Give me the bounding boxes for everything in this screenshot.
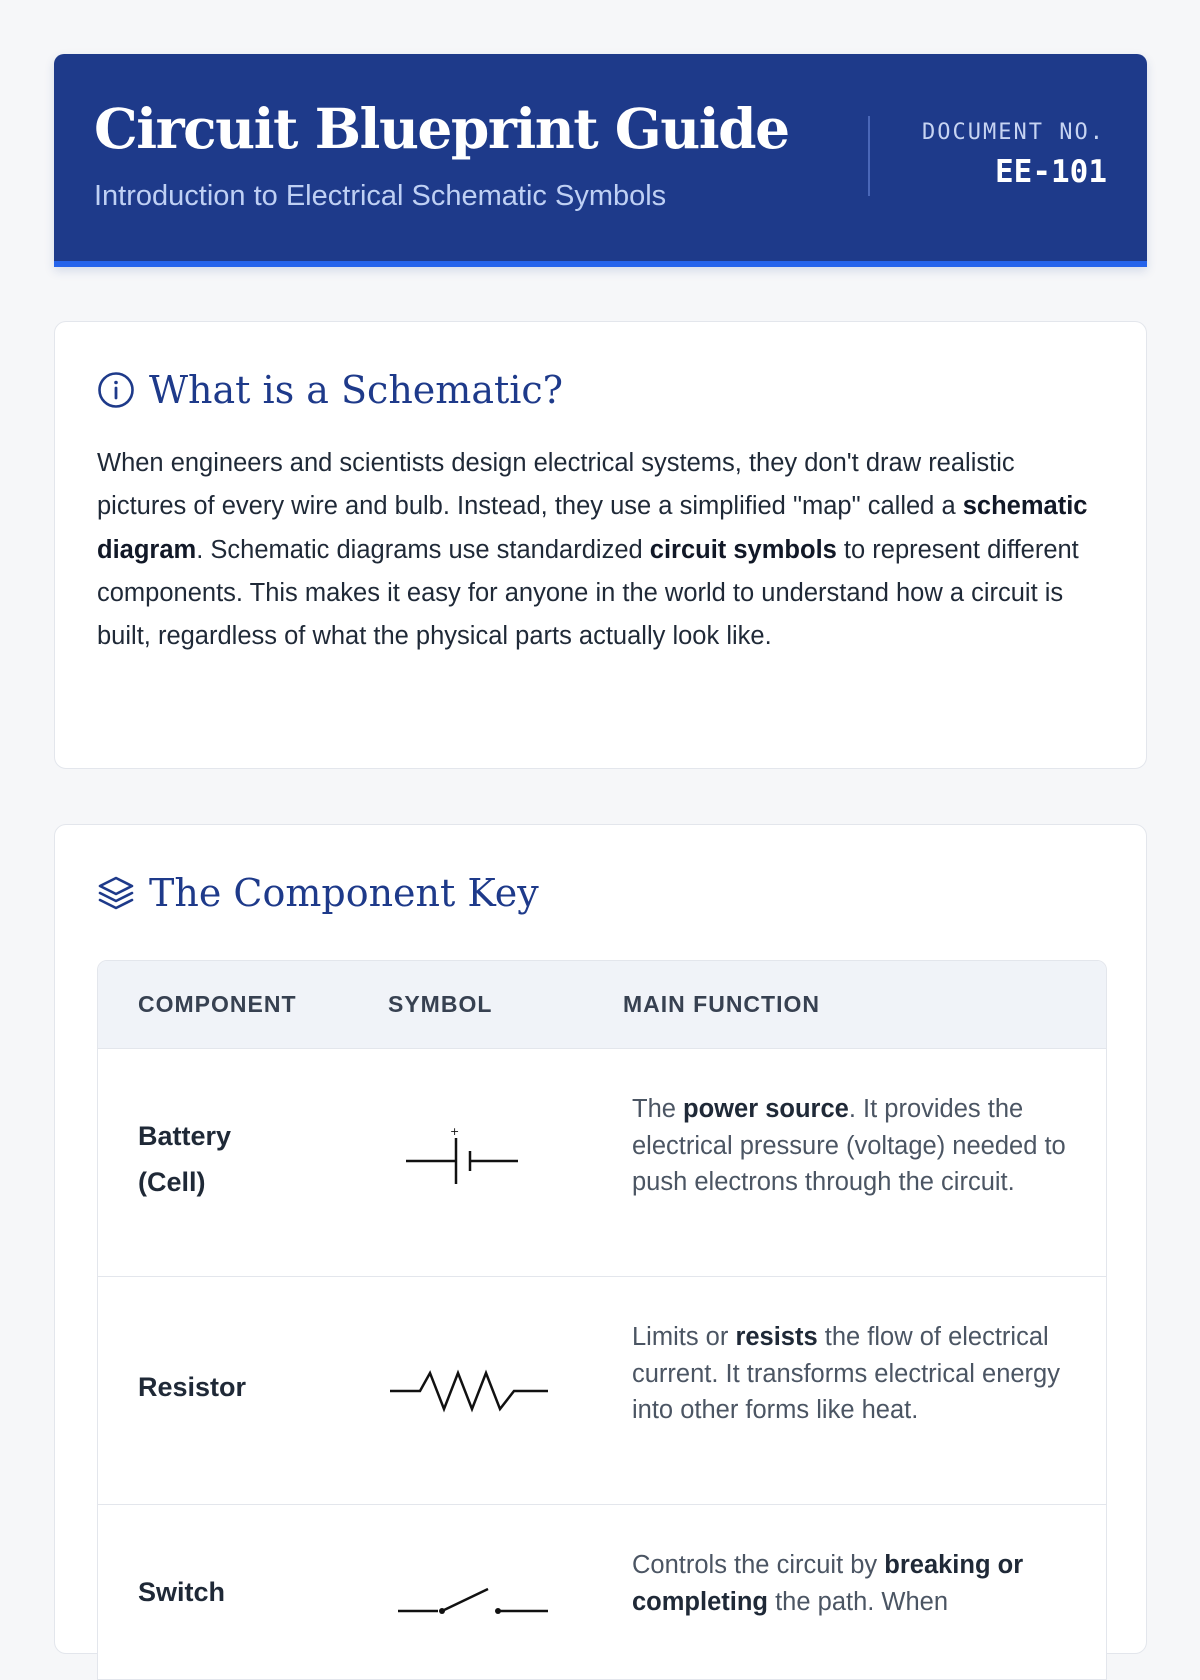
component-name-line: Battery <box>138 1121 232 1151</box>
column-header-function: MAIN FUNCTION <box>623 991 820 1017</box>
component-name-line: (Cell) <box>138 1167 206 1197</box>
document-number-label: DOCUMENT NO. <box>922 120 1105 145</box>
intro-heading-text: What is a Schematic? <box>149 368 564 412</box>
document-number: EE-101 <box>995 154 1107 190</box>
function-key-term: resists <box>735 1323 818 1351</box>
table-row <box>98 1277 1106 1505</box>
column-header-component: COMPONENT <box>138 991 297 1017</box>
function-text-part: the path. When <box>768 1587 949 1616</box>
function-key-term: breaking or completing <box>632 1551 1024 1616</box>
component-name-line: Resistor <box>138 1372 247 1402</box>
table-row <box>98 1049 1106 1277</box>
function-text-part: The <box>632 1095 684 1123</box>
function-text-part: Limits or <box>632 1323 736 1351</box>
table-row <box>98 1505 1106 1680</box>
function-text-part: . It provides the electrical pressure (voltage) needed to push electrons through the circuit. <box>632 1095 1066 1197</box>
page-subtitle: Introduction to Electrical Schematic Symbols <box>94 180 667 212</box>
intro-card <box>54 321 1147 769</box>
function-key-term: power source <box>683 1095 849 1123</box>
component-table <box>97 960 1107 1680</box>
info-circle-icon <box>97 371 135 409</box>
header-divider <box>868 116 870 196</box>
function-text-part: the flow of electrical current. It transforms electrical energy into other forms like heat. <box>632 1323 1060 1425</box>
intro-text-part: . Schematic diagrams use standardized <box>196 535 650 564</box>
intro-paragraph <box>97 442 1102 658</box>
column-header-symbol: SYMBOL <box>388 991 493 1017</box>
component-key-card <box>54 824 1147 1654</box>
component-function <box>632 1547 1072 1620</box>
component-key-heading <box>97 871 539 915</box>
component-function <box>632 1319 1072 1429</box>
function-text-part: Controls the circuit by <box>632 1551 885 1579</box>
layers-icon <box>97 874 135 912</box>
page-title: Circuit Blueprint Guide <box>94 96 789 161</box>
intro-term-circuit-symbols: circuit symbols <box>649 535 837 564</box>
intro-text-part: When engineers and scientists design electrical systems, they don't draw realistic pictures of every wire and bulb. Instead, they use a simplified "map" called a <box>97 449 1015 521</box>
component-key-heading-text: The Component Key <box>149 871 539 915</box>
battery-symbol-icon <box>388 1121 558 1201</box>
table-header-row <box>98 961 1106 1049</box>
battery-positive-mark: + <box>450 1125 460 1138</box>
intro-heading <box>97 368 563 412</box>
component-function <box>632 1091 1072 1201</box>
switch-symbol-icon <box>388 1571 558 1651</box>
intro-text-part: to represent different components. This makes it easy for anyone in the world to understand how a circuit is built, regardless of what the physical parts actually look like. <box>97 535 1079 651</box>
resistor-symbol-icon <box>388 1351 558 1431</box>
component-name-line: Switch <box>138 1577 226 1607</box>
component-name <box>138 1364 318 1410</box>
component-name <box>138 1113 318 1205</box>
intro-term-schematic-diagram: schematic diagram <box>97 492 1088 564</box>
component-name <box>138 1569 318 1615</box>
document-header <box>54 54 1147 267</box>
